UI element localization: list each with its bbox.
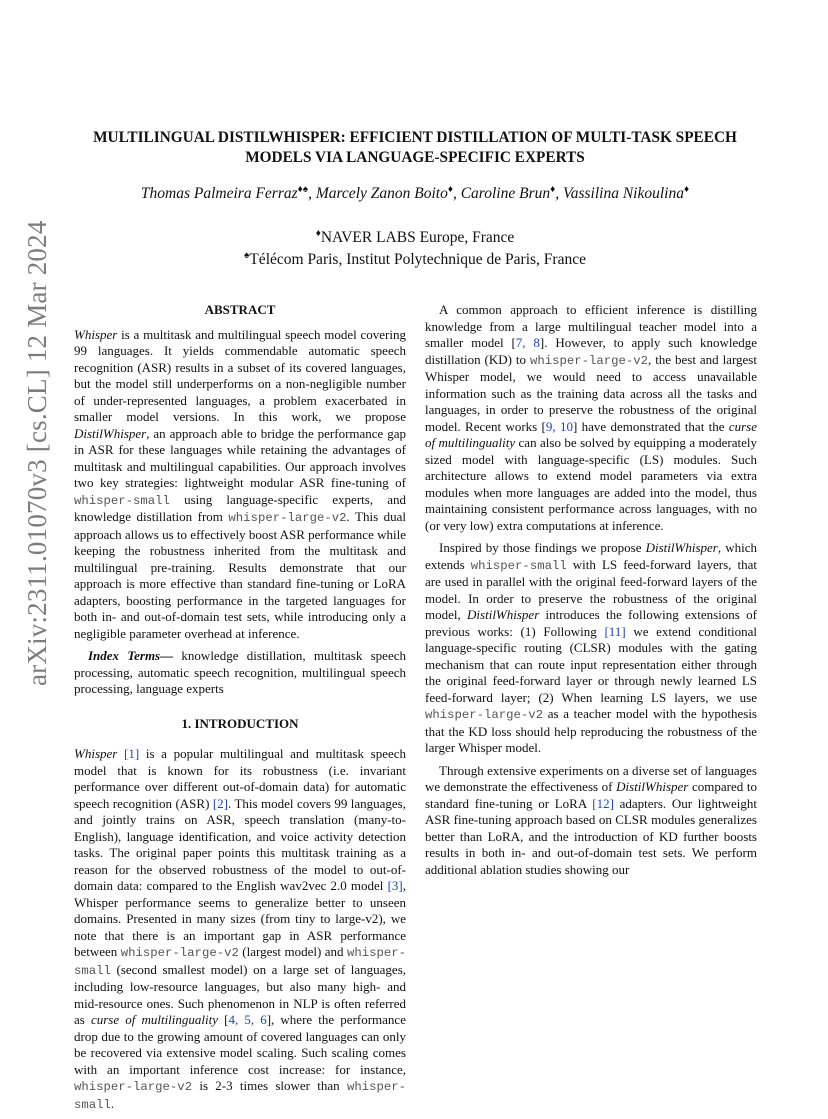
affiliation <box>80 250 750 269</box>
arxiv-identifier: arXiv:2311.01070v3 [cs.CL] 12 Mar 2024 <box>22 220 52 686</box>
affiliation-mark: ♦ <box>315 228 321 239</box>
paper-title: MULTILINGUAL DISTILWHISPER: EFFICIENT DISTILLATION OF MULTI-TASK SPEECH MODELS VIA LANGUAGE-SPECIFIC EXPERTS <box>93 129 737 166</box>
author-name: Thomas Palmeira Ferraz <box>140 185 298 202</box>
left-column <box>74 302 406 1119</box>
citation-link[interactable]: 9, 10 <box>545 418 573 434</box>
citation-link[interactable]: [2] <box>212 795 229 811</box>
author-name: Marcely Zanon Boito <box>315 185 448 202</box>
author-name: Vassilina Nikoulina <box>562 185 684 202</box>
intro-paragraph-4: Through extensive experiments on a diverse set of languages we demonstrate the effectiveness of DistilWhisper compared to standard fine-tuning or LoRA [12] adapters. Our lightweight ASR fine-tuning approach based on CLSR modules generalizes better than LoRA, and the introduction of KD further boosts results in both in- and out-of-domain test sets. We perform additional ablation studies showing our <box>425 762 758 877</box>
index-terms: Index Terms— knowledge distillation, multitask speech processing, automatic speech recognition, multilingual speech processing, language experts <box>74 648 406 696</box>
affiliation <box>80 228 750 247</box>
affiliation-mark: ♦ <box>550 184 556 195</box>
affiliation-mark: ♦ <box>447 184 453 195</box>
abstract-text: Whisper is a multitask and multilingual speech model covering 99 languages. It yields commendable automatic speech recognition (ASR) results in a subset of its covered languages, but the model still underperforms on a non-negligible number of under-represented languages, a problem exacerbated in smaller model versions. In this work, we propose DistilWhisper, an approach able to bridge the performance gap in ASR for these languages while retaining the advantages of multitask and multilingual capabilities. Our approach involves two key strategies: lightweight modular ASR fine-tuning of whisper-small using language-specific experts, and knowledge distillation from whisper-large-v2. This dual approach allows us to effectively boost ASR performance while keeping the robustness inherited from the multitask and multilingual pre-training. Results demonstrate that our approach is more effective than standard fine-tuning or LoRA adapters, boosting performance in the targeted languages for both in- and out-of-domain test sets, while introducing only a negligible parameter overhead at inference. <box>74 326 407 641</box>
intro-paragraph-3: Inspired by those findings we propose DistilWhisper, which extends whisper-small with LS feed-forward layers, that are used in parallel with the original feed-forward layers of the model. In order to preserve the robustness of the original model, DistilWhisper introduces the following extensions of previous works: (1) Following [11] we extend conditional language-specific routing (CLSR) modules with the gating mechanism that can route input representation either through the original feed-forward layer or through newly learned LS feed-forward layer; (2) When learning LS layers, we use whisper-large-v2 as a teacher model with the hypothesis that the KD loss should help reproducing the robustness of the larger Whisper model. <box>425 540 757 755</box>
citation-link[interactable]: [12] <box>592 795 614 811</box>
citation-link[interactable]: 7, 8 <box>515 335 540 350</box>
affiliation-text: NAVER LABS Europe, France <box>320 229 515 246</box>
affiliation-text: Télécom Paris, Institut Polytechnique de Paris, France <box>249 251 586 268</box>
affiliation-mark: ♦ <box>683 184 690 195</box>
introduction-heading: 1. INTRODUCTION <box>181 715 299 731</box>
intro-paragraph-2: A common approach to efficient inference is distilling knowledge from a large multilingual teacher model into a smaller model [7, 8]. However, to apply such knowledge distillation (KD) to whisper-large-v2, the best and largest Whisper model, we would need to access unavailable information such as the training data across all the tasks and languages, in order to preserve the robustness of the original model. Recent works [9, 10] have demonstrated that the curse of multilinguality can also be solved by equipping a moderately sized model with language-specific (LS) modules. Such architecture allows to extend model parameters via extra modules when more languages are added into the model, thus maintaining consistent performance across languages, with no (or very low) extra computations at inference. <box>425 302 757 533</box>
author-list: Thomas Palmeira Ferraz♦♠, Marcely Zanon Boito♦, Caroline Brun♦, Vassilina Nikoulina♦ <box>140 184 690 202</box>
intro-paragraph-1: Whisper [1] is a popular multilingual and multitask speech model that is known for its robustness (i.e. invariant performance over different out-of-domain data) for automatic speech recognition (ASR) [2]. This model covers 99 languages, and jointly trains on ASR, speech translation (many-to-English), language identification, and voice activity detection tasks. The original paper points this multitask training as a reason for the observed robustness of the model to out-of-domain data: compared to the English wav2vec 2.0 model [3], Whisper performance seems to generalize better to unseen domains. Presented in many sizes (from tiny to large-v2), we note that there is an important gap in ASR performance between whisper-large-v2 (largest model) and whisper-small (second smallest model) on a large set of languages, including low-resource languages, but also many high- and mid-resource ones. Such phenomenon in NLP is often referred as curse of multilinguality [4, 5, 6], where the performance drop due to the growing amount of covered languages can only be recovered via extensive model scaling. Such scaling comes with an important inference cost increase: for instance, whisper-large-v2 is 2-3 times slower than whisper-small. <box>74 746 407 1112</box>
citation-link[interactable]: 4, 5, 6 <box>228 1012 267 1027</box>
citation-link[interactable]: [1] <box>124 746 140 761</box>
author-name: Caroline Brun <box>460 185 551 202</box>
citation-link[interactable]: [3] <box>387 878 403 893</box>
affiliation-mark: ♦♠ <box>297 184 309 195</box>
citation-link[interactable]: [11] <box>604 623 626 639</box>
right-column <box>425 302 757 884</box>
affiliation-mark: ♠ <box>244 250 250 261</box>
abstract-heading: ABSTRACT <box>204 302 276 317</box>
